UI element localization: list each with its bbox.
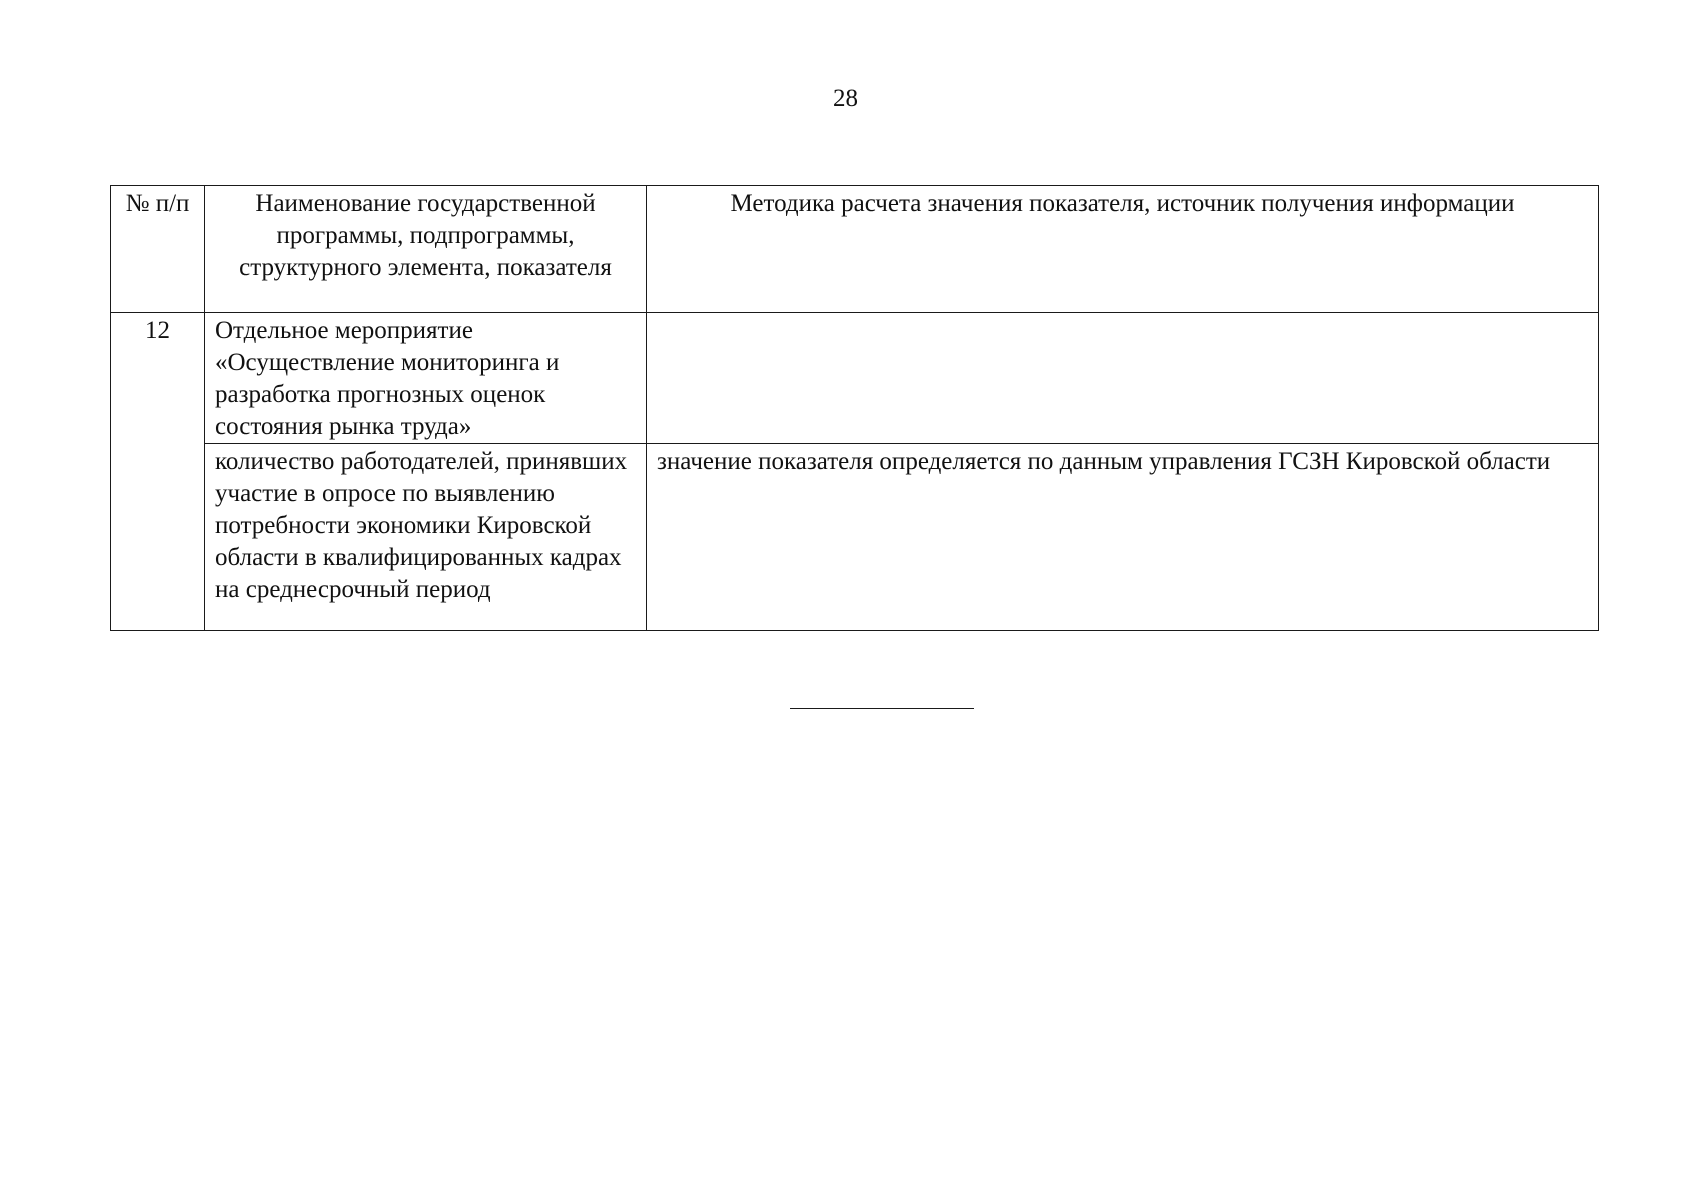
header-methodology: Методика расчета значения показателя, источник получения информации — [647, 186, 1599, 313]
end-of-document-rule — [790, 708, 974, 709]
table-header-row — [111, 186, 1599, 313]
table-row — [111, 444, 1599, 631]
header-name: Наименование государственной программы, подпрограммы, структурного элемента, показателя — [205, 186, 647, 313]
indicator-name: количество работодателей, принявших участие в опросе по выявлению потребности экономики Кировской области в квалифицированных кадрах на среднесрочный период — [205, 444, 647, 631]
activity-name: Отдельное мероприятие «Осуществление мониторинга и разработка прогнозных оценок состояния рынка труда» — [205, 313, 647, 444]
indicator-methodology: значение показателя определяется по данным управления ГСЗН Кировской области — [647, 444, 1599, 631]
table-row — [111, 313, 1599, 444]
indicator-methodology-table — [110, 185, 1599, 631]
row-number: 12 — [111, 313, 205, 631]
page-number: 28 — [833, 85, 858, 112]
header-number: № п/п — [111, 186, 205, 313]
activity-methodology — [647, 313, 1599, 444]
